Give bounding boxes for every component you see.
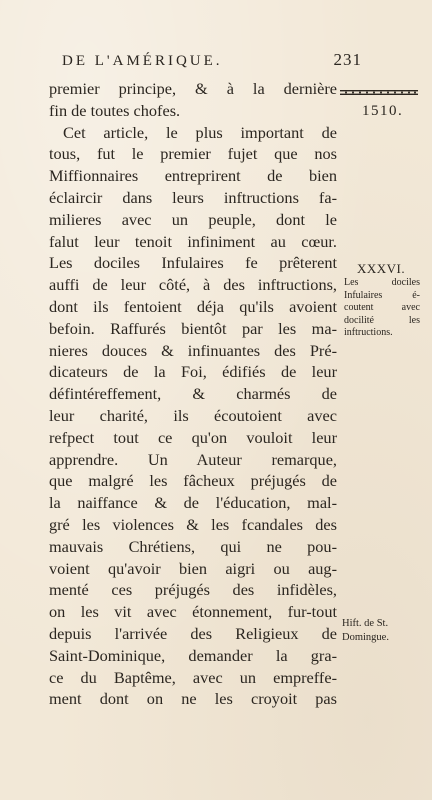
text-line: premier principe, & à la dernière [49,79,337,98]
text-line: Saint-Dominique, demander la gra- [49,645,337,665]
margin-note-source [342,617,422,645]
margin-note-line: Hift. de St. [342,618,389,629]
text-line: befoin. Raffurés bientôt par les ma- [49,318,337,338]
margin-note-line: Les dociles [344,277,420,288]
running-head: DE L'AMÉRIQUE. [62,53,223,69]
page-header [62,50,362,76]
text-line: apprendre. Un Auteur remarque, [49,449,337,469]
text-line: auffi de leur côté, à des inftructions, [49,275,337,295]
text-line: leur charité, ils écoutoient avec [49,405,337,425]
text-line: refpect tout ce qu'on vouloit leur [49,427,337,447]
text-line: Les dociles Infulaires fe prêterent [49,253,337,273]
margin-note-numeral: XXXVI. [357,261,406,276]
text-line: milieres avec un peuple, dont le [49,209,337,229]
text-line: Cet article, le plus important de [63,122,337,142]
text-line: nieres douces & infinuantes des Pré- [49,340,337,360]
text-line: fin de toutes chofes. [49,100,181,120]
page-number: 231 [333,50,362,69]
text-line: Miffionnaires entreprirent de bien [49,166,337,186]
margin-note-dociles [344,277,420,340]
text-line: ment dont on ne les croyoit pas [49,689,337,709]
margin-note-line: inftructions. [344,327,393,339]
text-line: mauvais Chrétiens, qui ne pou- [49,536,337,556]
text-line: dicateurs de la Foi, édifiés de leur [49,362,337,382]
text-line: on les vit avec étonnement, fur-tout [49,602,337,622]
text-line: dont ils fentoient déja qu'ils avoient [49,296,337,316]
margin-note-line: docilité les [344,314,420,326]
text-line: tous, fut le premier fujet que nos [49,144,337,164]
text-line: depuis l'arrivée des Religieux de [49,623,337,643]
text-line: menté ces préjugés des infidèles, [49,580,337,600]
margin-note-line: coutent avec [344,302,420,314]
text-line: éclaircir dans leurs inftructions fa- [49,187,337,207]
margin-note-line: Domingue. [342,632,389,643]
margin-year: 1510. [362,103,404,119]
margin-note-line: Infulaires é- [344,289,420,301]
body-text [49,78,337,710]
text-line: défintéreffement, & charmés de [49,384,337,404]
text-line: ce du Baptême, avec un empreffe- [49,667,337,687]
text-line: falut leur tenoit infiniment au cœur. [49,231,337,251]
text-line: voient qu'avoir bien aigri ou aug- [49,558,337,578]
text-line: que malgré les fâcheux préjugés de [49,471,337,491]
margin-ornament [340,89,418,96]
text-line: la naiffance & de l'éducation, mal- [49,493,337,513]
text-line: gré les violences & les fcandales des [49,514,337,534]
